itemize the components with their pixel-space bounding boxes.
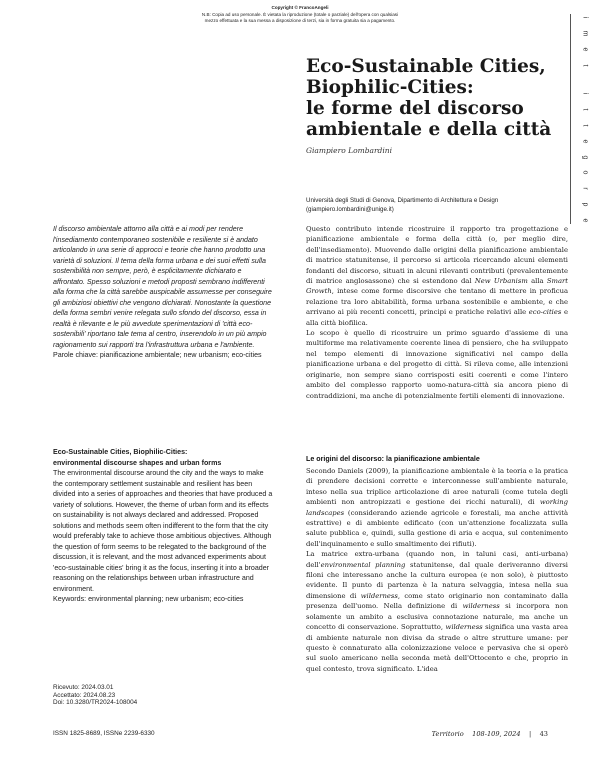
section-paragraph-1: Secondo Daniels (2009), la pianificazione ambientale è la teoria e la pratica di prendere decisioni corrette e interconnesse sull'ambiente naturale, inteso nella sua triplice articolazione di aree naturali (come tutela degli ambienti non antropizzati e gestione dei ricchi naturali), di working landscapes (considerando aziende agricole e forestali, ma anche attività estrattive) e di ambiente edificato (con un'attenzione focalizzata sulla salute pubblica e, quindi, sulla gestione di aria e acqua, sul contenimento dell'inquinamento e sullo smaltimento dei rifiuti). — [306, 467, 568, 548]
title-line-2: Biophilic-Cities: — [306, 77, 474, 98]
intro-paragraph-1: Questo contributo intende ricostruire il rapporto tra progettazione e pianificazione ambientale e forma della città (o, per meglio dire, dell'insediamento). Muovendo dalle origini della pianificazione ambientale di matrice statunitense, il percorso si articola ricercando alcuni elementi fondanti del discorso, situati in alcuni rilevanti contributi (prevalentemente di matrice anglosassone) che si estendono dal New Urbanism alla Smart Growth, intese come forme discorsive che tentano di mettere in proficua relazione tra loro abitabilità, forma urbana sostenibile e ambiente, e che arrivano ai più recenti concetti, principi e pratiche relativi alle eco-cities e alla città biofilica. — [306, 225, 568, 327]
section-paragraph-2: La matrice extra-urbana (quando non, in taluni casi, anti-urbana) dell'environmental planning statunitense, dal quale deriveranno diversi filoni che interessano anche la cultura europea (e non solo), è piuttosto evidente. Il punto di partenza è la natura selvaggia, intesa nella sua dimensione di wilderness, come stato originario non contaminato dalla presenza dell'uomo. Nella definizione di wilderness si incorpora non solamente un ambito a esclusiva connotazione naturale, ma anche un concetto di conservazione. Soprattutto, wilderness significa una vasta area di ambiente naturale non divisa da strade o altre strutture umane: per questo è connaturato alla colonizzazione veloce e pervasiva che si operò sul suolo americano nella seconda metà dell'Ottocento e che, proprio in quel contesto, trova significato. L'idea — [306, 550, 568, 673]
footer-journal-info — [390, 730, 548, 738]
side-label-letter: t — [581, 108, 589, 111]
doi: Doi: 10.3280/TR2024-108004 — [53, 699, 138, 706]
article-title — [306, 56, 566, 140]
side-label-letter: p — [581, 202, 589, 207]
side-label-letter: t — [581, 64, 589, 67]
author-affiliation — [306, 196, 568, 214]
body-introduction — [306, 224, 568, 401]
affiliation-line-1: Università degli Studi di Genova, Dipartimento di Architettura e Design — [306, 197, 499, 204]
body-section — [306, 466, 568, 674]
abstract-english-title — [53, 447, 275, 468]
author-name: Giampiero Lombardini — [306, 146, 392, 155]
page-number: 43 — [539, 730, 548, 738]
abstract-italian — [53, 224, 275, 361]
notice-line-2: mezzo effettuata e la sua messa a disposizione di terzi, sia in forma gratuita sia a pagamento. — [204, 18, 396, 23]
side-divider — [570, 14, 571, 224]
abstract-english — [53, 447, 275, 605]
side-label-letter: e — [581, 218, 589, 223]
side-label-letter: i — [581, 16, 589, 19]
side-label-letter: o — [581, 170, 589, 175]
journal-issue: 108-109, 2024 — [472, 730, 521, 738]
side-label-letter: e — [581, 139, 589, 144]
footer-separator: | — [528, 730, 532, 738]
abstract-english-title-line-2: environmental discourse shapes and urban forms — [53, 458, 222, 467]
side-label-letter: m — [581, 30, 589, 37]
received-date: Ricevuto: 2024.03.01 — [53, 684, 114, 691]
side-label-letter: r — [581, 187, 589, 190]
copyright-line: Copyright © FrancoAngeli — [271, 5, 329, 10]
publication-dates — [53, 684, 253, 707]
side-section-label — [577, 14, 593, 224]
side-label-letter: i — [581, 92, 589, 95]
section-heading: Le origini del discorso: la pianificazione ambientale — [306, 455, 480, 463]
title-line-4: ambientale e della città — [306, 119, 552, 140]
side-label-letter: e — [581, 47, 589, 52]
abstract-italian-text: Il discorso ambientale attorno alla città e ai modi per rendere l'insediamento contemporaneo sostenibile e resiliente si è andato articolando in una serie di approcci e teorie che hanno prodotto una varietà di soluzioni. Il tema della forma urbana e dei suoi effetti sulla sostenibilità non sempre, però, è esplicitamente dichiarato e affrontato. Spesso soluzioni e metodi proposti sembrano indifferenti alla forma che la città sarebbe auspicabile assumesse per conseguire gli ambiziosi obiettivi che vengono dichiarati. Nonostante la questione della forma sembri venire relegata sullo sfondo del discorso, essa in realtà è rilevante e le più avvedute sperimentazioni di 'città eco-sostenibili' riportano tale tema al centro, inserendolo in un più ampio ragionamento sui rapporti tra l'infrastruttura urbana e l'ambiente. — [53, 225, 272, 349]
abstract-english-text: The environmental discourse around the city and the ways to make the contemporary settlement sustainable and resilient has been divided into a series of approaches and theories that have produced a variety of solutions. However, the theme of urban form and its effects on sustainability is not always declared and addressed. Proposed solutions and methods seem often indifferent to the form that the city would preferably take to achieve those ambitious objectives. Although the question of form seems to be relegated to the background of the discussion, it is relevant, and the most advanced experiments about 'eco-sustainable cities' bring it as the focus, inserting it into a broader reasoning on the relationships between urban infrastructure and environment. — [53, 469, 273, 593]
keywords-english: Keywords: environmental planning; new urbanism; eco-cities — [53, 595, 244, 603]
accepted-date: Accettato: 2024.08.23 — [53, 691, 116, 699]
notice-line-1: N.B: Copia ad uso personale. È vietata la riproduzione (totale o parziale) dell'opera con qualsiasi — [201, 11, 399, 17]
side-label-letter: g — [581, 155, 589, 160]
keywords-italian: Parole chiave: pianificazione ambientale; new urbanism; eco-cities — [53, 351, 262, 359]
title-line-1: Eco-Sustainable Cities, — [306, 56, 546, 77]
side-label-letter: t — [581, 124, 589, 127]
journal-name: Territorio — [431, 730, 464, 738]
footer-issn: ISSN 1825-8689, ISSNe 2239-6330 — [53, 730, 155, 737]
intro-paragraph-2: Lo scopo è quello di ricostruire un primo sguardo d'assieme di una multiforme ma relativamente coerente linea di pensiero, che ha sviluppato nel tempo elementi di innovazione significativi nel campo della pianificazione urbana e del progetto di città. Si rileva come, alle intenzioni originarie, non sempre siano corrisposti esiti coerenti e come l'intero ambito del complesso rapporto uomo-natura-città sia ancora pieno di contraddizioni, ma anche di potenzialmente fertili elementi di innovazione. — [306, 329, 568, 400]
title-line-3: le forme del discorso — [306, 98, 524, 119]
abstract-english-title-line-1: Eco-Sustainable Cities, Biophilic-Cities: — [53, 448, 188, 456]
copyright-notice — [150, 5, 450, 25]
affiliation-email: (giampiero.lombardini@unige.it) — [306, 206, 394, 213]
